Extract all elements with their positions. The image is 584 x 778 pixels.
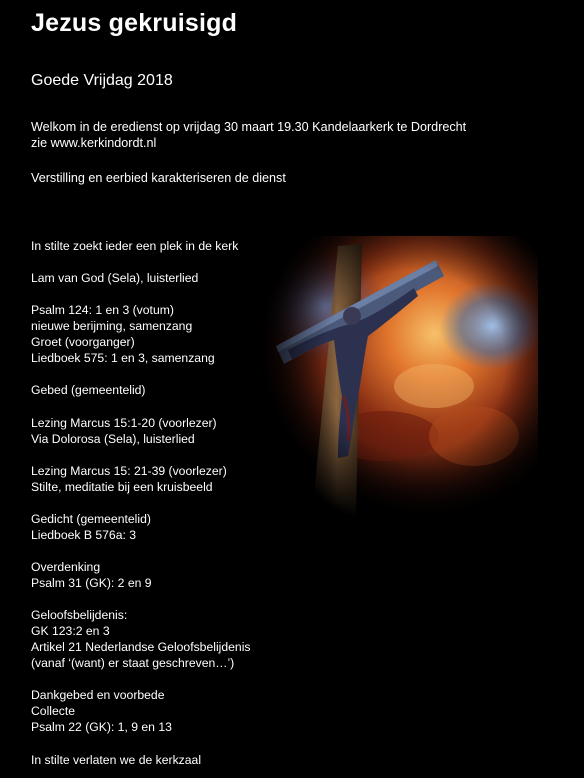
page-subtitle: Goede Vrijdag 2018	[31, 72, 173, 89]
welcome-text: Welkom in de eredienst op vrijdag 30 maart 19.30 Kandelaarkerk te Dordrecht zie www.kerkindordt.nl	[31, 120, 467, 150]
order-of-service: In stilte zoekt ieder een plek in de kerk Lam van God (Sela), luisterlied Psalm 124: 1 en 3 (votum) nieuwe berijming, samenzang Groet (voorganger) Liedboek 575: 1 en 3, samenzang Gebed (gemeentelid) Lezing Marcus 15:1-20 (voorlezer) Via Dolorosa (Sela), luisterlied Lezing Marcus 15: 21-39 (voorlezer) Stilte, meditatie bij een kruisbeeld Gedicht (gemeentelid) Liedboek B 576a: 3 Overdenking Psalm 31 (GK): 2 en 9 Geloofsbelijdenis: GK 123:2 en 3 Artikel 21 Nederlandse Geloofsbelijdenis (vanaf ‘(want) er staat geschreven…’) Dankgebed en voorbede Collecte Psalm 22 (GK): 1, 9 en 13 In stilte verlaten we de kerkzaal	[31, 239, 251, 767]
crucifix-image	[264, 236, 538, 516]
page-title: Jezus gekruisigd	[31, 9, 238, 37]
tagline-text: Verstilling en eerbied karakteriseren de dienst	[31, 171, 286, 185]
